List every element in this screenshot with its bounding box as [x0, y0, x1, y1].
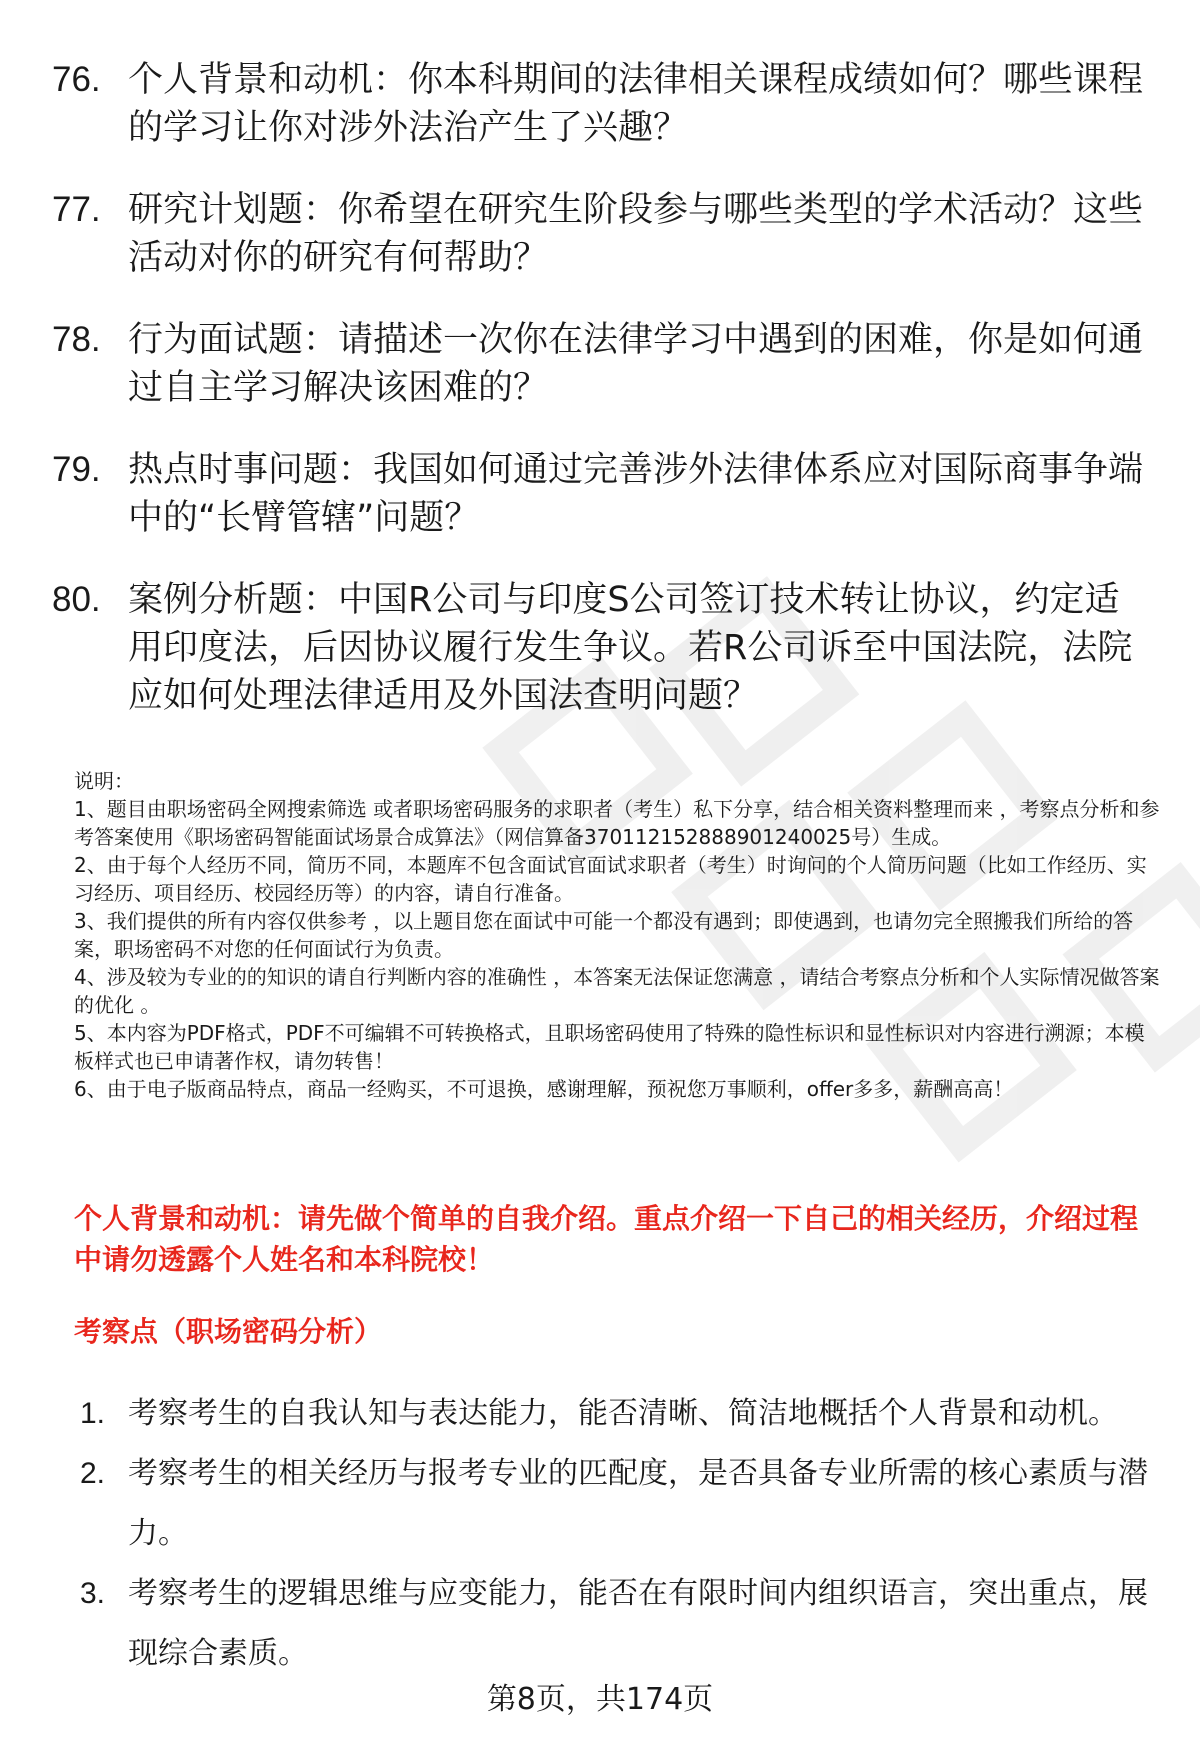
question-number: 77.	[52, 190, 101, 229]
analysis-point	[80, 1444, 1160, 1564]
point-text: 考察考生的逻辑思维与应变能力，能否在有限时间内组织语言，突出重点，展现综合素质。	[128, 1576, 1148, 1671]
note-item: 3、我们提供的所有内容仅供参考 ，以上题目您在面试中可能一个都没有遇到；即使遇到，也请勿完全照搬我们所给的答案，职场密码不对您的任何面试行为负责。	[74, 909, 1134, 961]
question-text: 研究计划题：你希望在研究生阶段参与哪些类型的学术活动？这些活动对你的研究有何帮助？	[128, 190, 1144, 278]
note-item: 6、由于电子版商品特点，商品一经购买，不可退换，感谢理解，预祝您万事顺利，offer多多，薪酬高高！	[74, 1077, 1014, 1101]
question-item	[52, 446, 1152, 542]
question-number: 80.	[52, 580, 101, 619]
question-number: 78.	[52, 320, 101, 359]
note-item: 5、本内容为PDF格式，PDF不可编辑不可转换格式，且职场密码使用了特殊的隐性标识和显性标识对内容进行溯源；本模板样式也已申请著作权，请勿转售！	[74, 1021, 1145, 1073]
question-list	[52, 56, 1152, 754]
note-item: 1、题目由职场密码全网搜索筛选 或者职场密码服务的求职者（考生）私下分享，结合相关资料整理而来 ，考察点分析和参考答案使用《职场密码智能面试场景合成算法》（网信算备370112152888901240025号）生成。	[74, 797, 1160, 849]
question-text: 热点时事问题：我国如何通过完善涉外法律体系应对国际商事争端中的“长臂管辖”问题？	[128, 450, 1144, 538]
point-number: 1.	[80, 1397, 106, 1430]
question-item	[52, 56, 1152, 152]
analysis-point	[80, 1564, 1160, 1684]
question-text: 个人背景和动机：你本科期间的法律相关课程成绩如何？哪些课程的学习让你对涉外法治产生了兴趣？	[128, 60, 1144, 148]
section-title: 考察点（职场密码分析）	[74, 1315, 383, 1348]
question-number: 79.	[52, 450, 101, 489]
question-item	[52, 576, 1152, 720]
notes-section	[74, 767, 1164, 1103]
point-number: 2.	[80, 1457, 106, 1490]
question-text: 案例分析题：中国R公司与印度S公司签订技术转让协议，约定适用印度法，后因协议履行发生争议。若R公司诉至中国法院，法院应如何处理法律适用及外国法查明问题？	[128, 580, 1133, 716]
question-item	[52, 316, 1152, 412]
point-text: 考察考生的自我认知与表达能力，能否清晰、简洁地概括个人背景和动机。	[128, 1396, 1118, 1431]
notes-heading: 说明：	[74, 769, 134, 793]
point-text: 考察考生的相关经历与报考专业的匹配度，是否具备专业所需的核心素质与潜力。	[128, 1456, 1148, 1551]
page-number: 第8页，共174页	[486, 1682, 714, 1717]
analysis-point	[80, 1384, 1160, 1444]
question-text: 行为面试题：请描述一次你在法律学习中遇到的困难，你是如何通过自主学习解决该困难的？	[128, 320, 1144, 408]
question-item	[52, 186, 1152, 282]
highlight-question: 个人背景和动机：请先做个简单的自我介绍。重点介绍一下自己的相关经历，介绍过程中请勿透露个人姓名和本科院校！	[74, 1202, 1139, 1276]
analysis-points	[80, 1384, 1160, 1684]
note-item: 4、涉及较为专业的的知识的请自行判断内容的准确性 ，本答案无法保证您满意 ，请结合考察点分析和个人实际情况做答案的优化 。	[74, 965, 1160, 1017]
question-number: 76.	[52, 60, 101, 99]
point-number: 3.	[80, 1577, 106, 1610]
note-item: 2、由于每个人经历不同，简历不同，本题库不包含面试官面试求职者（考生）时询问的个人简历问题（比如工作经历、实习经历、项目经历、校园经历等）的内容，请自行准备。	[74, 853, 1147, 905]
